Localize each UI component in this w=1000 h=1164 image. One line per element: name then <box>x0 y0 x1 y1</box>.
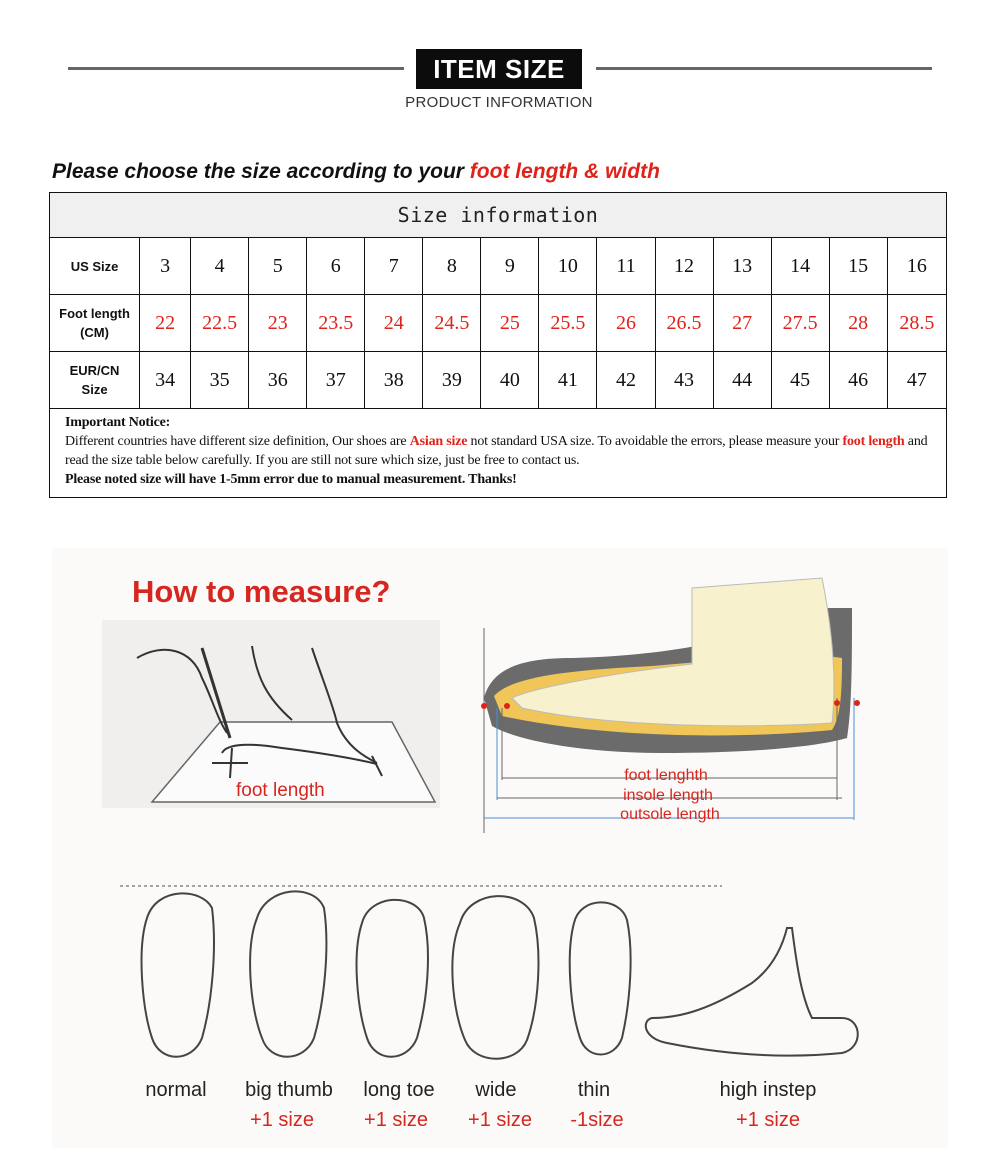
notice-body: Different countries have different size definition, Our shoes are Asian size not standard USA size. To avoidable the errors, please measure your foot length and read the size table below carefully. If you are still not sure which size, just be free to contact us. <box>65 434 928 468</box>
foot-type-adjust: +1 size <box>364 1109 428 1131</box>
header-divider-right <box>596 67 932 70</box>
size-cell: 39 <box>423 352 481 409</box>
size-cell: 6 <box>307 238 365 295</box>
size-cell: 34 <box>140 352 191 409</box>
size-cell: 43 <box>655 352 713 409</box>
foot-type-name: thin <box>577 1079 611 1101</box>
size-cell: 24.5 <box>423 295 481 352</box>
size-cell: 22 <box>140 295 191 352</box>
foot-type-adjust: +1 size <box>736 1109 800 1131</box>
foot-type-adjust: +1 size <box>468 1109 532 1131</box>
size-cell: 23.5 <box>307 295 365 352</box>
foot-type-adjust: -1size <box>570 1109 624 1131</box>
size-cell: 25.5 <box>539 295 597 352</box>
size-cell: 14 <box>771 238 829 295</box>
insole-length-label: insole length <box>623 787 713 804</box>
foot-type-name: big thumb <box>245 1079 333 1101</box>
foot-type-name: high instep <box>719 1079 817 1101</box>
headline-highlight: foot length & width <box>469 160 660 183</box>
size-cell: 8 <box>423 238 481 295</box>
size-cell: 25 <box>481 295 539 352</box>
foot-type-name: normal <box>145 1079 207 1101</box>
size-row <box>50 238 947 295</box>
size-cell: 37 <box>307 352 365 409</box>
important-notice <box>50 409 947 498</box>
size-cell: 9 <box>481 238 539 295</box>
size-cell: 27.5 <box>771 295 829 352</box>
size-cell: 16 <box>887 238 946 295</box>
size-cell: 27 <box>713 295 771 352</box>
size-cell: 36 <box>249 352 307 409</box>
row-label: Foot length (CM) <box>50 295 140 352</box>
size-cell: 26 <box>597 295 655 352</box>
illustration-drawing <box>52 548 948 1148</box>
row-label: EUR/CN Size <box>50 352 140 409</box>
size-cell: 28.5 <box>887 295 946 352</box>
headline-text: Please choose the size according to your <box>52 160 470 183</box>
size-cell: 12 <box>655 238 713 295</box>
size-table <box>49 192 947 498</box>
size-cell: 44 <box>713 352 771 409</box>
size-cell: 41 <box>539 352 597 409</box>
how-to-measure-title: How to measure? <box>132 574 391 609</box>
size-cell: 35 <box>191 352 249 409</box>
notice-heading: Important Notice: <box>65 415 171 430</box>
item-size-title: ITEM SIZE <box>416 49 582 89</box>
size-cell: 28 <box>829 295 887 352</box>
size-cell: 26.5 <box>655 295 713 352</box>
notice-error-note: Please noted size will have 1-5mm error due to manual measurement. Thanks! <box>65 472 517 487</box>
foot-type-name: long toe <box>363 1079 435 1101</box>
size-cell: 15 <box>829 238 887 295</box>
size-row <box>50 352 947 409</box>
foot-lenghth-label: foot lenghth <box>624 767 708 784</box>
size-cell: 4 <box>191 238 249 295</box>
outsole-length-label: outsole length <box>620 806 720 823</box>
size-cell: 38 <box>365 352 423 409</box>
size-information-title: Size information <box>50 193 947 238</box>
size-cell: 10 <box>539 238 597 295</box>
size-row <box>50 295 947 352</box>
size-cell: 45 <box>771 352 829 409</box>
size-cell: 46 <box>829 352 887 409</box>
how-to-measure-illustration <box>52 548 948 1148</box>
product-information-subtitle: PRODUCT INFORMATION <box>405 94 593 111</box>
size-cell: 47 <box>887 352 946 409</box>
size-cell: 7 <box>365 238 423 295</box>
foot-type-name: wide <box>475 1079 517 1101</box>
size-cell: 13 <box>713 238 771 295</box>
foot-type-adjust: +1 size <box>250 1109 314 1131</box>
size-cell: 40 <box>481 352 539 409</box>
size-cell: 5 <box>249 238 307 295</box>
size-instruction-headline <box>52 160 660 184</box>
size-cell: 23 <box>249 295 307 352</box>
size-cell: 3 <box>140 238 191 295</box>
size-cell: 24 <box>365 295 423 352</box>
header-divider-left <box>68 67 404 70</box>
size-cell: 42 <box>597 352 655 409</box>
size-cell: 11 <box>597 238 655 295</box>
foot-length-label: foot length <box>236 780 325 801</box>
size-cell: 22.5 <box>191 295 249 352</box>
row-label: US Size <box>50 238 140 295</box>
